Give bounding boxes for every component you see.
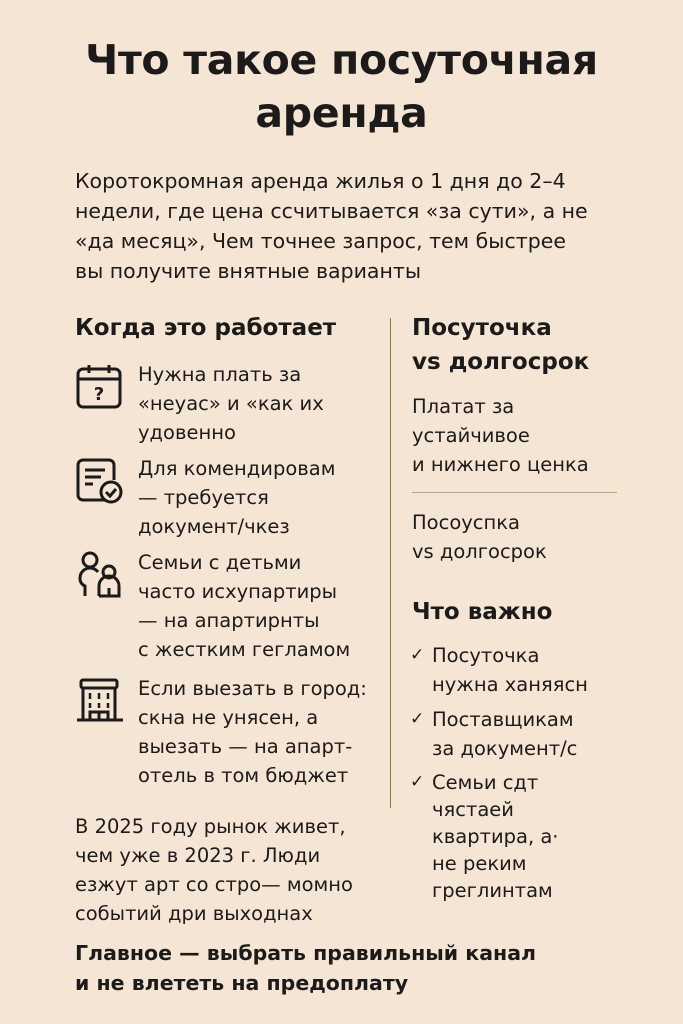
text-line: Платат за <box>412 395 515 418</box>
text-line: и нижнего ценка <box>412 453 589 476</box>
paragraph-line: чем уже в 2023 г. Люди <box>75 844 321 867</box>
item-line: Нужна плать за <box>138 363 302 386</box>
comparison-text <box>412 392 632 479</box>
item-line: часто исхупартиры <box>138 580 338 603</box>
calendar-question-icon <box>75 362 125 412</box>
conclusion-line: Главное — выбрать правильный канал <box>75 941 537 965</box>
document-check-icon <box>75 456 125 506</box>
market-paragraph <box>75 812 353 928</box>
item-line: — требуется <box>138 486 269 509</box>
check-icon: ✓ <box>410 709 425 729</box>
intro-paragraph <box>75 166 635 286</box>
intro-line: вы получите внятные варианты <box>75 259 422 283</box>
check-icon: ✓ <box>410 772 425 792</box>
check-line: Посуточка <box>432 644 540 667</box>
item-line: удовенно <box>138 421 236 444</box>
paragraph-line: езжут арт со стро— момно <box>75 873 353 896</box>
comparison-heading <box>412 311 632 379</box>
section-divider <box>412 492 617 493</box>
title-line: аренда <box>255 89 428 137</box>
item-line: документ/чкез <box>138 515 290 538</box>
text-line: vs долгосрок <box>412 540 547 563</box>
item-text <box>138 454 335 541</box>
conclusion-line: и не влететь на предоплату <box>75 971 409 995</box>
building-icon <box>75 676 125 726</box>
item-line: отель в том бюджет <box>138 764 349 787</box>
column-divider <box>390 318 391 808</box>
important-list <box>410 641 630 910</box>
check-icon: ✓ <box>410 645 425 665</box>
item-text <box>138 360 324 447</box>
check-line: не реким <box>432 852 527 875</box>
item-line: скна не унясен, а <box>138 706 319 729</box>
check-line: Поставщикам <box>432 708 574 731</box>
check-item <box>410 769 630 904</box>
check-line: квартира, а· <box>432 825 559 848</box>
item-line: Семьи с детьми <box>138 551 302 574</box>
item-line: Если выезать в город: <box>138 677 367 700</box>
check-line: Семьи сдт <box>432 771 539 794</box>
item-text <box>138 674 367 790</box>
when-it-works-heading: Когда это работает <box>75 315 337 341</box>
check-item <box>410 705 630 763</box>
paragraph-line: В 2025 году рынок живет, <box>75 815 346 838</box>
item-line: выезать — на апарт- <box>138 735 353 758</box>
item-line: «неуас» и «как их <box>138 392 324 415</box>
heading-line: Посуточка <box>412 315 552 341</box>
intro-line: «да месяц», Чем точнее запрос, тем быстрее <box>75 229 566 253</box>
svg-text:?: ? <box>93 384 105 405</box>
item-line: — на апартирнты <box>138 609 320 632</box>
page-title <box>0 34 683 140</box>
intro-line: недели, где цена ссчитывается «за сути», а не <box>75 199 588 223</box>
text-line: Посоуспка <box>412 511 520 534</box>
paragraph-line: событий дри выходнах <box>75 902 313 925</box>
check-line: греглинтам <box>432 879 553 902</box>
check-line: нужна ханяясн <box>432 673 588 696</box>
family-icon <box>75 550 125 600</box>
item-text <box>138 548 350 664</box>
item-line: Для комендировам <box>138 457 336 480</box>
check-line: чястаей <box>432 798 514 821</box>
item-line: с жестким гегламом <box>138 638 351 661</box>
important-heading: Что важно <box>412 599 553 625</box>
intro-line: Коротокромная аренда жилья о 1 дня до 2–4 <box>75 169 566 193</box>
conclusion <box>75 938 536 998</box>
check-line: за документ/с <box>432 737 578 760</box>
comparison-subtext <box>412 508 632 566</box>
check-item <box>410 641 630 699</box>
heading-line: vs долгосрок <box>412 349 590 375</box>
title-line: Что такое посуточная <box>85 36 598 84</box>
text-line: устайчивое <box>412 424 530 447</box>
